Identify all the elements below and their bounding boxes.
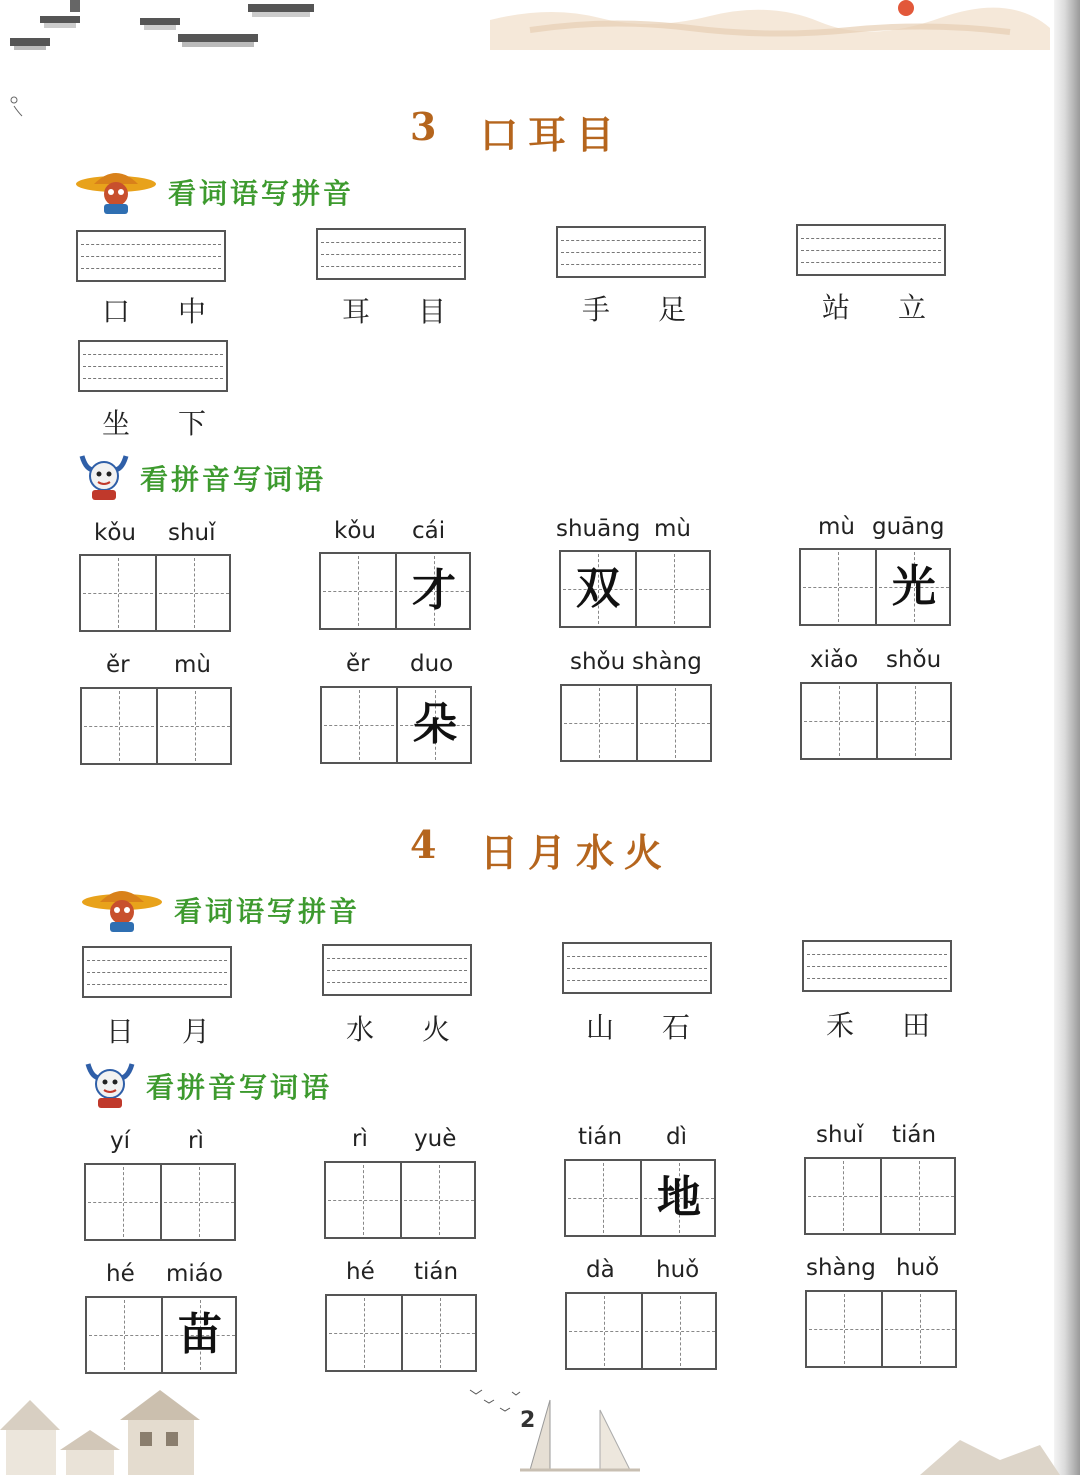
pinyin-write-box[interactable] [316, 228, 466, 280]
tianzi-grid[interactable]: 苗 [85, 1296, 237, 1374]
section-label: 看词语写拼音 [174, 895, 361, 928]
word-characters: 水 火 [345, 1013, 450, 1046]
word-characters: 日 月 [105, 1015, 210, 1048]
lesson-number: 3 [410, 104, 437, 149]
pinyin-label: shǒu shàng [570, 649, 702, 675]
tianzi-grid[interactable] [325, 1294, 477, 1372]
word-characters: 站 立 [821, 291, 926, 324]
tianzi-grid[interactable] [560, 684, 712, 762]
pinyin-label: tián dì [578, 1124, 687, 1150]
pinyin-label: hé tián [346, 1259, 459, 1285]
lesson-title [410, 822, 690, 875]
village-decoration-icon [0, 1370, 230, 1475]
lesson-title [410, 104, 670, 157]
page-edge-shadow [1054, 0, 1080, 1475]
pinyin-write-box[interactable] [802, 940, 952, 992]
pinyin-write-box[interactable] [322, 944, 472, 996]
tianzi-grid[interactable]: 朵 [320, 686, 472, 764]
tianzi-grid[interactable]: 光 [799, 548, 951, 626]
pinyin-write-box[interactable] [796, 224, 946, 276]
pinyin-label: ěr mù [106, 652, 211, 678]
word-characters: 坐 下 [101, 407, 206, 440]
hat-mascot-icon [74, 166, 158, 214]
word-characters: 禾 田 [825, 1009, 930, 1042]
lesson-name: 口耳目 [480, 112, 625, 157]
tianzi-grid[interactable] [324, 1161, 476, 1239]
pinyin-label: shuǐ tián [816, 1122, 937, 1148]
pinyin-label: kǒu cái [334, 518, 446, 544]
tianzi-grid[interactable] [805, 1290, 957, 1368]
word-characters: 手 足 [581, 293, 686, 326]
tianzi-grid[interactable]: 地 [564, 1159, 716, 1237]
tianzi-grid[interactable]: 双 [559, 550, 711, 628]
rooftops-decoration-icon [0, 0, 330, 120]
pinyin-write-box[interactable] [78, 340, 228, 392]
lesson-number: 4 [410, 822, 437, 867]
pinyin-label: mù guāng [818, 514, 945, 540]
pinyin-write-box[interactable] [76, 230, 226, 282]
word-characters: 耳 目 [341, 295, 446, 328]
word-characters: 山 石 [585, 1011, 690, 1044]
tianzi-grid[interactable]: 才 [319, 552, 471, 630]
section-header-write-pinyin [74, 166, 434, 216]
section-header-write-words [76, 452, 416, 502]
pinyin-write-box[interactable] [82, 946, 232, 998]
lesson-name: 日月水火 [480, 830, 673, 875]
word-characters: 口 中 [101, 295, 206, 328]
horned-mascot-icon [82, 1060, 138, 1110]
pinyin-label: hé miáo [106, 1261, 223, 1287]
pinyin-label: dà huǒ [586, 1257, 700, 1283]
pinyin-label: shàng huǒ [806, 1255, 940, 1281]
pinyin-write-box[interactable] [562, 942, 712, 994]
pinyin-label: yí rì [110, 1128, 204, 1154]
pavilion-decoration-icon [900, 1420, 1060, 1475]
pinyin-label: shuāng mù [556, 516, 691, 542]
pinyin-label: rì yuè [352, 1126, 457, 1152]
pinyin-label: kǒu shuǐ [94, 520, 216, 546]
mountains-sun-decoration-icon [490, 0, 1050, 50]
tianzi-grid[interactable] [800, 682, 952, 760]
pinyin-label: xiǎo shǒu [810, 647, 942, 673]
tianzi-grid[interactable] [84, 1163, 236, 1241]
section-label: 看词语写拼音 [168, 177, 355, 210]
section-label: 看拼音写词语 [146, 1071, 333, 1104]
hat-mascot-icon [80, 884, 164, 932]
tianzi-grid[interactable] [80, 687, 232, 765]
page-number: 2 [520, 1408, 536, 1433]
boat-birds-decoration-icon [460, 1380, 660, 1475]
section-header-write-words [82, 1060, 422, 1110]
horned-mascot-icon [76, 452, 132, 502]
section-header-write-pinyin [80, 884, 440, 934]
tianzi-grid[interactable] [804, 1157, 956, 1235]
tianzi-grid[interactable] [79, 554, 231, 632]
section-label: 看拼音写词语 [140, 463, 327, 496]
tianzi-grid[interactable] [565, 1292, 717, 1370]
pinyin-write-box[interactable] [556, 226, 706, 278]
pinyin-label: ěr duo [346, 651, 454, 677]
